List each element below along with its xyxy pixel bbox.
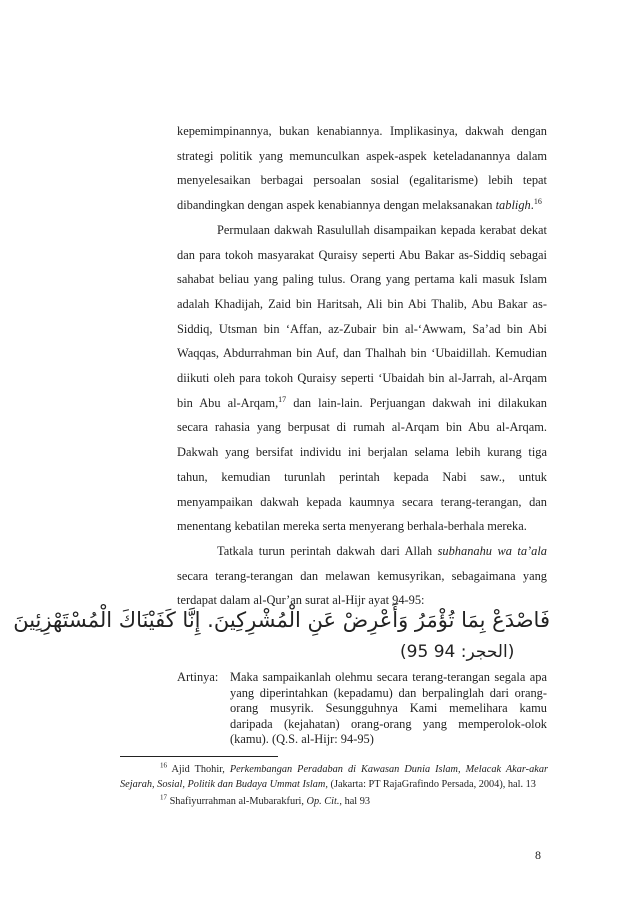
footnote-author: Ajid Thohir,: [167, 764, 230, 775]
paragraph-2-text: Permulaan dakwah Rasulullah disampaikan kepada kerabat dekat dan para tokoh masyarakat Quraisy seperti Abu Bakar as-Siddiq sebagai sahabat beliau yang paling tulus. Orang yang pertama kali masuk Islam adalah Khadijah, Zaid bin Haritsah, Ali bin Abi Thalib, Abu Bakar as-Siddiq, Utsman bin ‘Affan, az-Zubair bin al-‘Awwam, Sa’ad bin Abi Waqqas, Abdurrahman bin Auf, dan Thalhah bin ‘Ubaidillah. Kemudian diikuti oleh para tokoh Quraisy seperti ‘Ubaidah bin al-Jarrah, al-Arqam bin Abu al-Arqam,: [177, 222, 547, 410]
italic-term-tabligh: tabligh: [495, 198, 531, 213]
footnote-publication: hal 93: [342, 796, 371, 808]
body-text: [177, 119, 547, 613]
footnote-ref-16[interactable]: 16: [533, 196, 542, 206]
paragraph-1-text: kepemimpinannya, bukan kenabiannya. Implikasinya, dakwah dengan strategi politik yang memunculkan aspek-aspek keteladanannya dalam menyelesaikan berbagai persoalan sosial (egalitarisme) lebih tepat dibandingkan dengan aspek kenabiannya dengan melaksanakan: [177, 124, 547, 213]
paragraph-2: [177, 218, 547, 539]
translation-text: Maka sampaikanlah olehmu secara terang-terangan segala apa yang diperintahkan (kepadamu) dan berpalinglah dari orang-orang musyrik. Sesungguhnya Kami memelihara kamu daripada (kejahatan) orang-orang yang memperolok-olok (kamu). (Q.S. al-Hijr: 94-95): [230, 670, 547, 747]
verse-translation: [177, 670, 547, 748]
paragraph-3-text: Tatkala turun perintah dakwah dari Allah: [217, 543, 438, 558]
footnote-number: 17: [160, 793, 167, 802]
footnote-title: Perkembangan Peradaban di Kawasan Dunia Islam, Melacak Akar-akar Sejarah, Sosial, Politik dan Budaya Ummat Islam,: [120, 764, 548, 790]
paragraph-1-end: .: [530, 198, 534, 213]
footnote-author: Shafiyurrahman al-Mubarakfuri,: [167, 796, 307, 808]
paragraph-2-rest: dan lain-lain. Perjuangan dakwah ini dilakukan secara rahasia yang berpusat di rumah al-Arqam bin Abu al-Arqam. Dakwah yang bersifat individu ini berjalan selama lebih kurang tiga tahun, kemudian turunlah perintah kepada Nabi saw., untuk menyampaikan dakwah kepada kaumnya secara terang-terangan, dan menentang kebatilan mereka serta menyerang berhala-berhala mereka.: [177, 395, 547, 534]
footnote-ref-17[interactable]: 17: [278, 394, 287, 404]
paragraph-3: [177, 539, 547, 613]
footnote-16: [120, 763, 548, 792]
translation-label: Artinya:: [177, 670, 219, 684]
arabic-verse-reference: (الحجر: 94 95): [400, 642, 515, 662]
arabic-verse: فَاصْدَعْ بِمَا تُؤْمَرُ وَأَعْرِضْ عَنِ الْمُشْرِكِينَ. إِنَّا كَفَيْنَاكَ الْمُسْتَهْزِئِينَ: [13, 608, 550, 632]
italic-term-subhanahu: subhanahu wa ta’ala: [437, 543, 548, 558]
footnotes: [120, 763, 548, 813]
footnote-publication: (Jakarta: PT RajaGrafindo Persada, 2004), hal. 13: [327, 778, 536, 790]
page-number: 8: [535, 848, 541, 862]
footnote-divider: [120, 756, 278, 757]
paragraph-1: [177, 119, 547, 218]
footnote-17: [120, 795, 548, 810]
footnote-number: 16: [160, 761, 167, 770]
footnote-title: Op. Cit.,: [306, 796, 343, 808]
paragraph-3-rest: secara terang-terangan dan melawan kemusyrikan, sebagaimana yang terdapat dalam al-Qur’an surat al-Hijr ayat 94-95:: [177, 568, 547, 608]
